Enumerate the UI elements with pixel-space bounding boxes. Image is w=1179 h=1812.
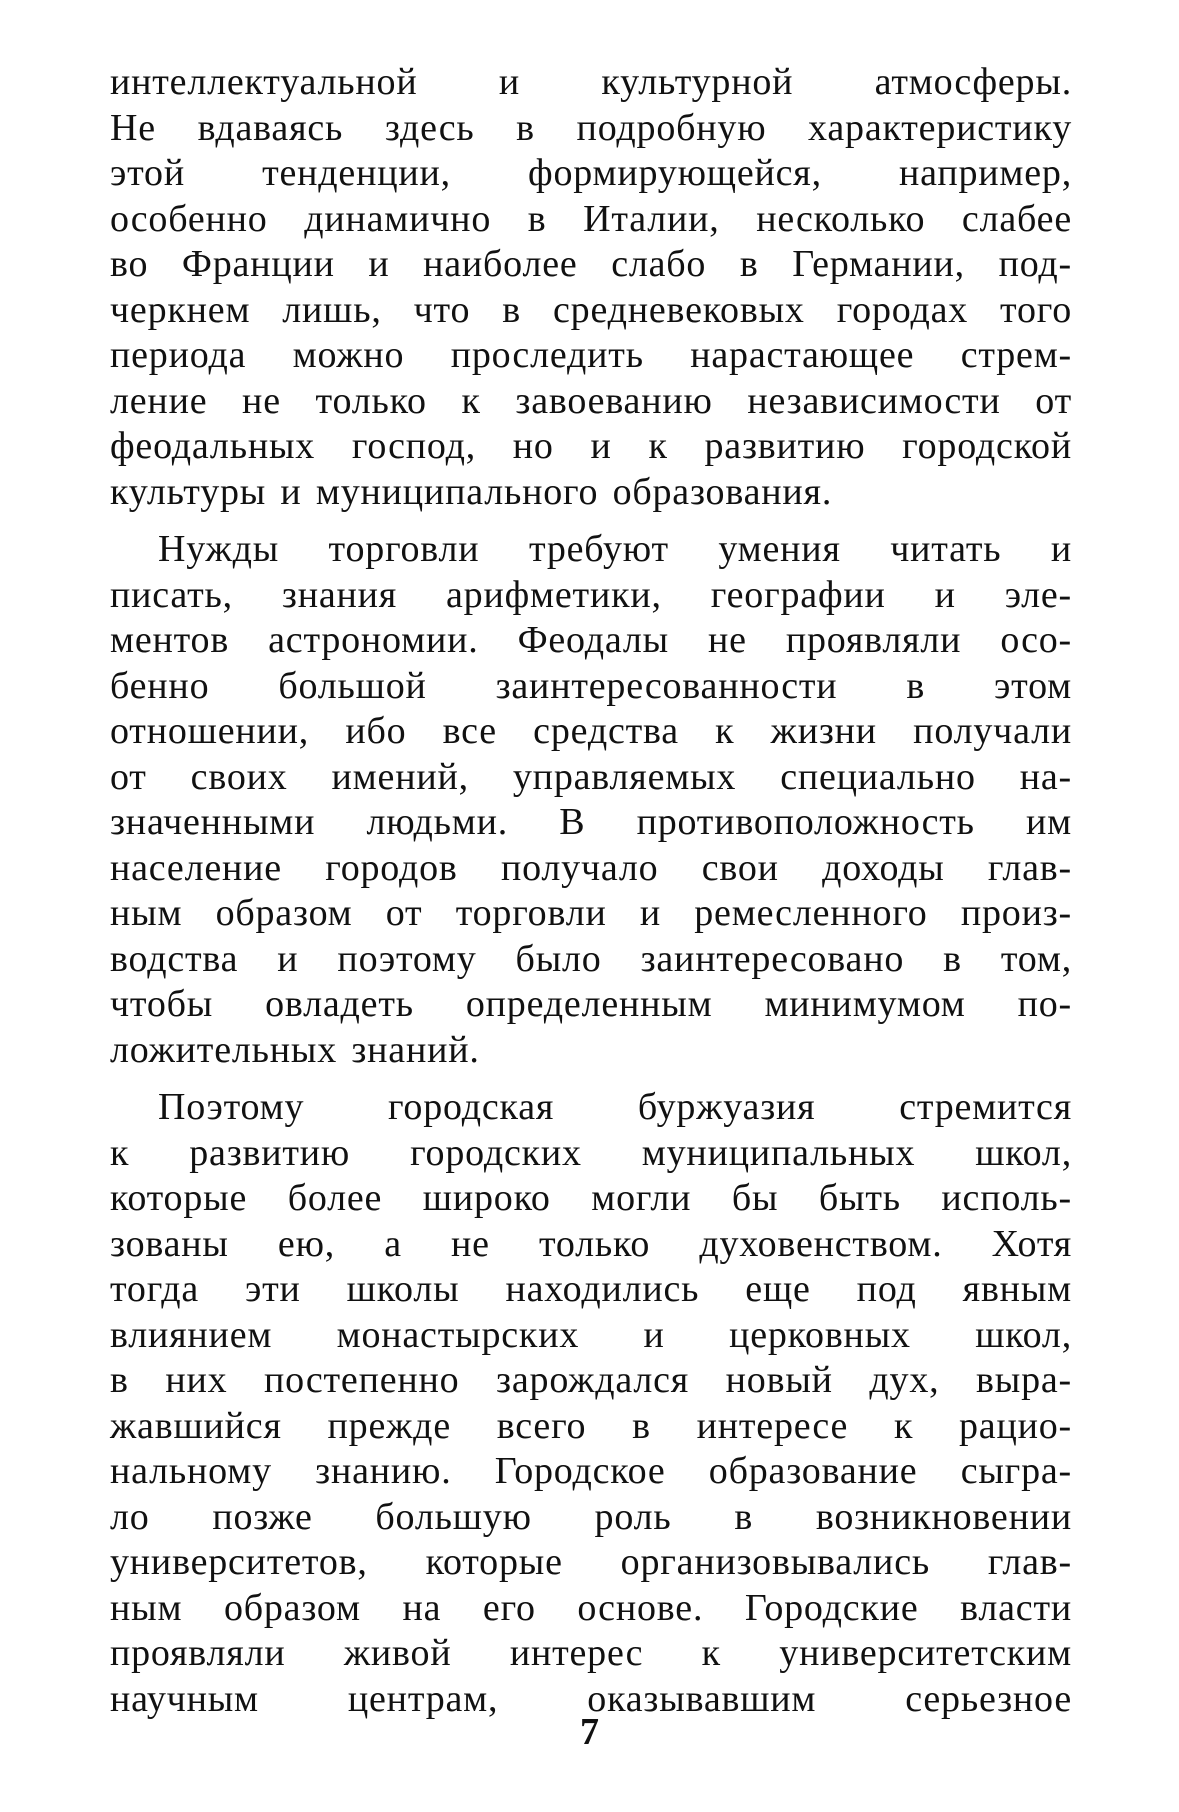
text-line: ментов астрономии. Феодалы не проявляли осо-: [110, 619, 1072, 661]
text-line: культуры и муниципального образования.: [110, 470, 833, 513]
text-line: ло позже большую роль в возникновении: [110, 1495, 1072, 1538]
text-line: ным образом на его основе. Городские власти: [110, 1586, 1072, 1629]
text-line: феодальных господ, но и к развитию городской: [110, 425, 1072, 467]
text-line: значенными людьми. В противоположность им: [110, 801, 1072, 843]
text-line: черкнем лишь, что в средневековых городах того: [110, 288, 1072, 331]
paragraph-3: [110, 1085, 1072, 1722]
text-line: водства и поэтому было заинтересовано в том,: [110, 937, 1072, 980]
text-line: зованы ею, а не только духовенством. Хотя: [110, 1222, 1072, 1265]
text-line: этой тенденции, формирующейся, например,: [110, 152, 1072, 194]
text-line: чтобы овладеть определенным минимумом по-: [110, 983, 1072, 1025]
text-line: в них постепенно зарождался новый дух, выра-: [110, 1359, 1072, 1401]
text-line: Поэтому городская буржуазия стремится: [158, 1086, 1072, 1128]
text-line: от своих имений, управляемых специально на-: [110, 755, 1072, 798]
page-text: [110, 60, 1072, 1722]
text-line: ление не только к завоеванию независимости от: [110, 379, 1072, 422]
text-line: интеллектуальной и культурной атмосферы.: [110, 61, 1072, 103]
page-number: 7: [580, 1711, 599, 1753]
text-line: писать, знания арифметики, географии и эле-: [110, 573, 1072, 616]
text-line: особенно динамично в Италии, несколько слабее: [110, 197, 1072, 240]
paragraph-1: [110, 60, 1072, 515]
text-line: влиянием монастырских и церковных школ,: [110, 1313, 1072, 1356]
paragraph-2: [110, 527, 1072, 1073]
text-line: тогда эти школы находились еще под явным: [110, 1268, 1072, 1310]
text-line: во Франции и наиболее слабо в Германии, под-: [110, 243, 1072, 285]
text-line: периода можно проследить нарастающее стрем-: [110, 334, 1072, 376]
text-line: население городов получало свои доходы глав-: [110, 846, 1072, 889]
text-line: Нужды торговли требуют умения читать и: [158, 528, 1072, 570]
text-line: нальному знанию. Городское образование сыгра-: [110, 1450, 1072, 1492]
text-line: ложительных знаний.: [110, 1028, 480, 1071]
text-line: Не вдаваясь здесь в подробную характеристику: [110, 106, 1072, 149]
text-line: бенно большой заинтересованности в этом: [110, 664, 1072, 707]
text-line: отношении, ибо все средства к жизни получали: [110, 710, 1072, 752]
text-line: которые более широко могли бы быть исполь-: [110, 1177, 1072, 1219]
text-line: к развитию городских муниципальных школ,: [110, 1131, 1072, 1174]
text-line: научным центрам, оказывавшим серьезное: [110, 1677, 1072, 1720]
text-line: университетов, которые организовывались глав-: [110, 1541, 1072, 1583]
text-line: ным образом от торговли и ремесленного произ-: [110, 892, 1072, 934]
text-line: жавшийся прежде всего в интересе к рацио-: [110, 1404, 1072, 1447]
text-line: проявляли живой интерес к университетским: [110, 1632, 1072, 1674]
